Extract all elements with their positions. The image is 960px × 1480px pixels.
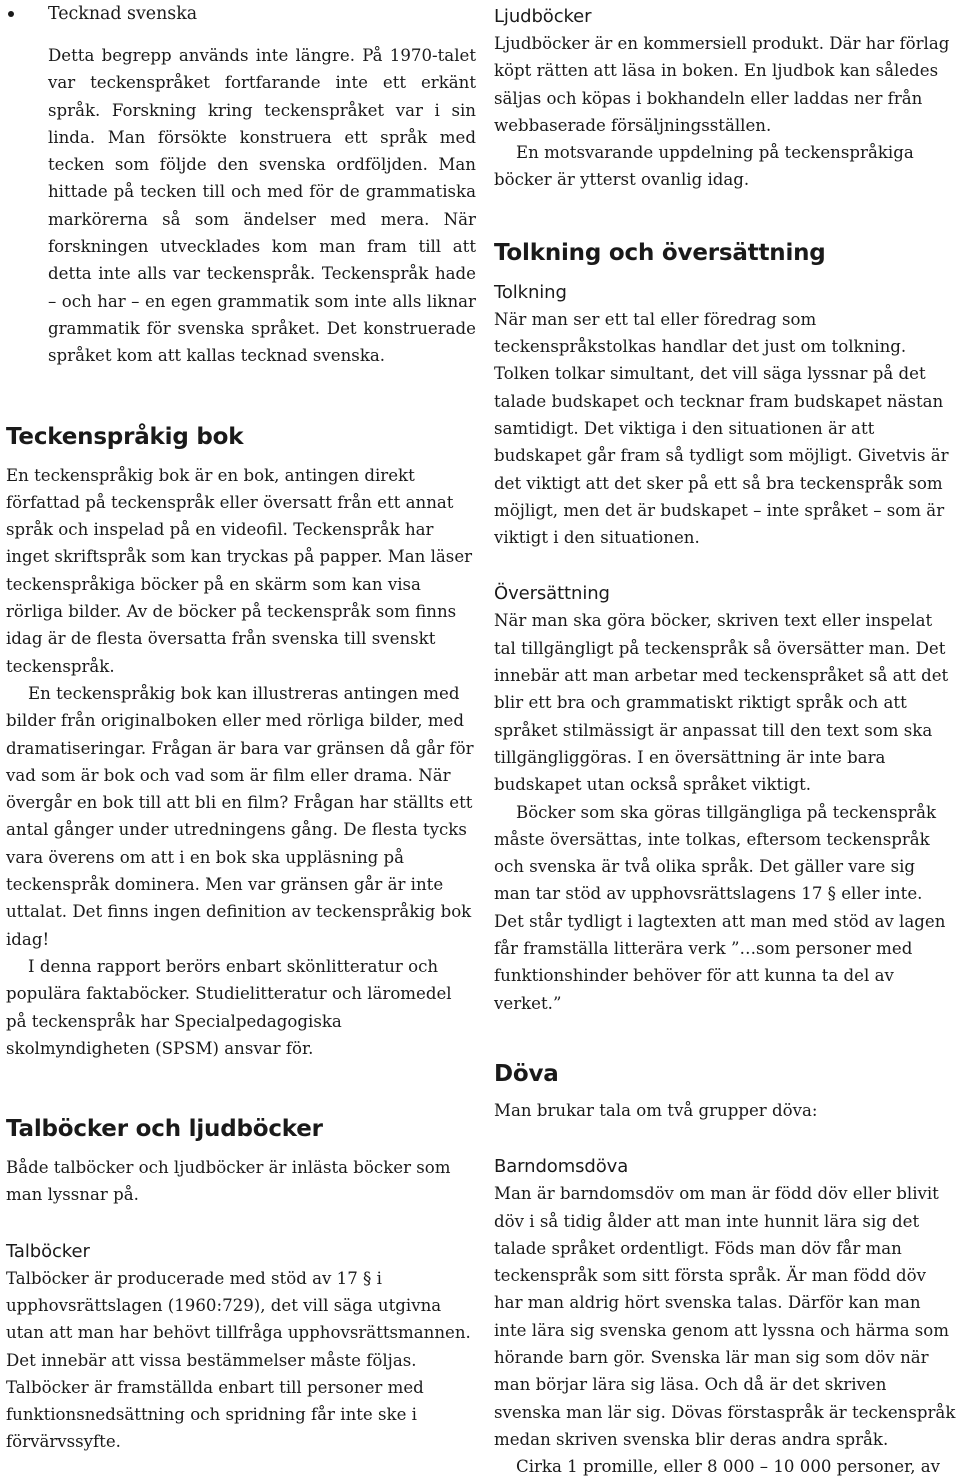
bullet-title: Tecknad svenska (48, 4, 198, 24)
paragraph: Man brukar tala om två grupper döva: (494, 1100, 818, 1120)
paragraph: Cirka 1 promille, eller 8 000 – 10 000 personer, av (516, 1457, 941, 1477)
bullet-item-tecknad-svenska (6, 2, 476, 370)
right-column (494, 0, 956, 1480)
paragraph: Man är barndomsdöv om man är född döv eller blivit döv i så tidig ålder att man inte hunnit lära sig det talade språket ordentligt. Föds man döv får man teckenspråk som sitt första språk. Är man född döv har man aldrig hört svenska talas. Därför kan man inte lära sig svenska genom att lyssna och härma som hörande barn gör. Svenska lär man sig som döv när man börjar lära sig läsa. Och då är det skriven svenska man lär sig. Dövas förstaspråk är teckenspråk medan skriven svenska blir deras andra språk. (494, 1184, 956, 1449)
paragraph: Talböcker är producerade med stöd av 17 § i upphovsrättslagen (1960:729), det vill säga utgivna utan att man har behövt tillfråga upphovsrättsmannen. Det innebär att vissa bestämmelser måste följas. Talböcker är framställda enbart till personer med funktionsnedsättning och spridning får inte ske i förvärvssyfte. (6, 1268, 471, 1452)
paragraph: Böcker som ska göras tillgängliga på teckenspråk måste översättas, inte tolkas, eftersom teckenspråk och svenska är två olika språk. Det gäller vare sig man tar stöd av upphovsrättslagens 17 § eller inte. Det står tydligt i lagtexten att man med stöd av lagen får framställa litterära verk ”…som personer med funktionshinder behöver för att kunna ta del av verket.” (494, 802, 946, 1013)
bullet-icon (8, 11, 14, 17)
section-body (6, 1154, 476, 1209)
paragraph: En teckenspråkig bok kan illustreras antingen med bilder från originalboken eller med rörliga bilder, med dramatiseringar. Frågan är bara var gränsen då går för vad som är bok och vad som är film eller drama. När övergår en bok till att bli en film? Frågan har ställts ett antal gånger under utredningens gång. De flesta tycks vara överens om att i en bok ska uppläsning på teckenspråk dominera. Men var gränsen går är inte uttalat. Det finns ingen definition av teckenspråkig bok idag! (6, 683, 474, 949)
paragraph: Både talböcker och ljudböcker är inlästa böcker som man lyssnar på. (6, 1158, 451, 1205)
paragraph: En motsvarande uppdelning på teckenspråkiga böcker är ytterst ovanlig idag. (494, 143, 914, 190)
subheading-tolkning: Tolkning (494, 281, 567, 303)
section-body (6, 462, 476, 1063)
section-body (6, 1265, 476, 1456)
paragraph: När man ska göra böcker, skriven text eller inspelat tal tillgängligt på teckenspråk så översätter man. Det innebär att man arbetar med teckenspråket så att det blir ett bra och grammatiskt riktigt språk och att språket stilmässigt är anpassat till den text som ska tillgängliggöras. I en översättning är inte bara budskapet utan också språket viktigt. (494, 611, 949, 795)
subheading-oversattning: Översättning (494, 583, 610, 605)
heading-teckensprakig-bok: Teckenspråkig bok (6, 423, 244, 450)
heading-dova: Döva (494, 1060, 559, 1087)
paragraph: Detta begrepp används inte längre. På 1970-talet var teckenspråket fortfarande inte ett erkänt språk. Forskning kring teckenspråket var i sin linda. Man försökte konstruera ett språk med tecken som följde den svenska ordföljden. Man hittade på tecken till och med för de grammatiska markörerna så som ändelser med mera. När forskningen utvecklades kom man fram till att detta inte alls var teckenspråk. Teckenspråk hade – och har – en egen grammatik som inte alls liknar grammatik för svenska språket. Det konstruerade språket kom att kallas tecknad svenska. (48, 46, 476, 366)
paragraph: I denna rapport berörs enbart skönlitteratur och populära faktaböcker. Studielitteratur och läromedel på teckenspråk har Specialpedagogiska skolmyndigheten (SPSM) ansvar för. (6, 956, 452, 1058)
subheading-ljudbocker: Ljudböcker (494, 6, 592, 27)
paragraph: Ljudböcker är en kommersiell produkt. Där har förlag köpt rätten att läsa in boken. En ljudbok kan således säljas och köpas i bokhandeln eller laddas ner från webbaserade försäljningsställen. (494, 34, 950, 135)
heading-tolkning-och-oversattning: Tolkning och översättning (494, 239, 826, 266)
paragraph: När man ser ett tal eller föredrag som teckenspråkstolkas handlar det just om tolkning. Tolken tolkar simultant, det vill säga lyssnar på det talade budskapet och tecknar fram budskapet nästan samtidigt. Det viktiga i den situationen är att budskapet går fram så tydligt som möjligt. Givetvis är det viktigt att det sker på ett så bra teckenspråk som möjligt, men det är budskapet – inte språket – som är viktigt i den situationen. (494, 309, 949, 548)
paragraph: En teckenspråkig bok är en bok, antingen direkt författad på teckenspråk eller översatt från ett annat språk och inspelad på en videofil. Teckenspråk har inget skriftspråk som kan tryckas på papper. Man läser teckenspråkiga böcker på en skärm som kan visa rörliga bilder. Av de böcker på teckenspråk som finns idag är de flesta översatta från svenska till svenskt teckenspråk. (6, 465, 473, 676)
heading-talbocker-och-ljudbocker: Talböcker och ljudböcker (6, 1116, 323, 1143)
subheading-barndomsdova: Barndomsdöva (494, 1156, 629, 1178)
subheading-talbocker: Talböcker (6, 1240, 90, 1262)
left-column (6, 0, 476, 1456)
